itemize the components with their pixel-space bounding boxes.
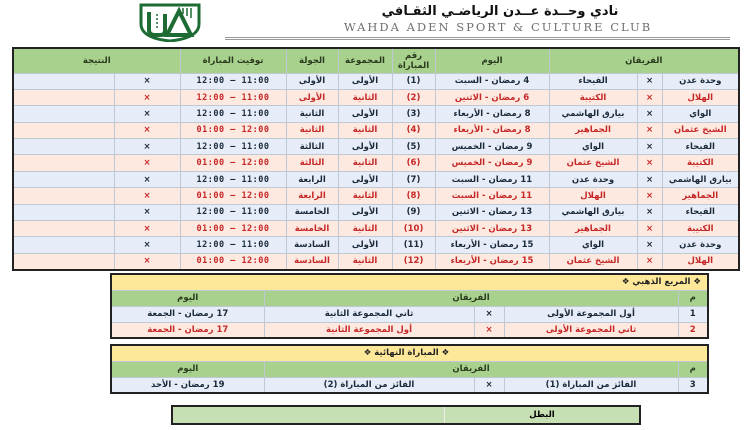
result-versus-icon	[13, 89, 114, 105]
result-versus-icon	[13, 155, 114, 171]
header-divider	[225, 37, 730, 40]
match-number: (7)	[392, 171, 435, 187]
team-home: الفائز من المباراة (1)	[504, 377, 678, 393]
match-round: الثانية	[286, 106, 338, 122]
versus-icon: ×	[474, 377, 504, 393]
team-home: الجماهير	[662, 188, 739, 204]
match-time: 12:00 – 11:00	[180, 89, 286, 105]
group-stage-schedule-table	[12, 47, 740, 271]
match-day: 17 رمضان - الجمعة	[111, 306, 264, 322]
team-away: الواي	[549, 237, 637, 253]
match-group: الأولى	[338, 106, 392, 122]
match-day: 19 رمضان - الأحد	[111, 377, 264, 393]
match-row	[13, 221, 739, 237]
team-away: بيارق الهاشمي	[549, 106, 637, 122]
match-row	[13, 73, 739, 89]
match-time: 12:00 – 11:00	[180, 204, 286, 220]
team-away: وحدة عدن	[549, 171, 637, 187]
match-time: 01:00 – 12:00	[180, 221, 286, 237]
match-round: الأولى	[286, 73, 338, 89]
team-home: وحدة عدن	[662, 237, 739, 253]
result-home: ×	[114, 188, 180, 204]
match-day: 4 رمضان - السبت	[435, 73, 549, 89]
match-group: الأولى	[338, 237, 392, 253]
team-away: أول المجموعة الثانية	[264, 322, 474, 338]
match-number: (5)	[392, 139, 435, 155]
match-day: 13 رمضان - الاثنين	[435, 221, 549, 237]
match-number: (9)	[392, 204, 435, 220]
match-number: (6)	[392, 155, 435, 171]
match-group: الثانية	[338, 188, 392, 204]
knockout-match-row	[111, 377, 708, 393]
match-round: الرابعة	[286, 171, 338, 187]
match-row	[13, 155, 739, 171]
result-versus-icon	[13, 237, 114, 253]
match-number: (10)	[392, 221, 435, 237]
result-versus-icon	[13, 221, 114, 237]
versus-icon: ×	[474, 306, 504, 322]
match-round: الثالثة	[286, 139, 338, 155]
match-row	[13, 253, 739, 269]
result-versus-icon	[13, 73, 114, 89]
match-day: 8 رمضان - الأربعاء	[435, 122, 549, 138]
match-time: 12:00 – 11:00	[180, 237, 286, 253]
versus-icon: ×	[637, 204, 662, 220]
match-number: (3)	[392, 106, 435, 122]
team-home: الكتيبة	[662, 155, 739, 171]
versus-icon: ×	[637, 171, 662, 187]
col-header-round: الجولة	[286, 48, 338, 73]
match-round: الثالثة	[286, 155, 338, 171]
match-number: (8)	[392, 188, 435, 204]
club-name-arabic: نادي وحــدة عــدن الرياضـي الثقـافي	[381, 4, 619, 19]
match-number: (11)	[392, 237, 435, 253]
match-group: الثانية	[338, 221, 392, 237]
champion-box	[171, 405, 641, 425]
team-home: ثاني المجموعة الأولى	[504, 322, 678, 338]
match-row	[13, 171, 739, 187]
col-header-time: توقيت المباراة	[180, 48, 286, 73]
match-round: الرابعة	[286, 188, 338, 204]
result-home: ×	[114, 237, 180, 253]
team-away: الواي	[549, 139, 637, 155]
versus-icon: ×	[474, 322, 504, 338]
versus-icon: ×	[637, 221, 662, 237]
team-away: الفائز من المباراة (2)	[264, 377, 474, 393]
result-home: ×	[114, 73, 180, 89]
match-number: (2)	[392, 89, 435, 105]
versus-icon: ×	[637, 106, 662, 122]
match-day: 9 رمضان - الخميس	[435, 139, 549, 155]
match-round: الثانية	[286, 122, 338, 138]
match-group: الأولى	[338, 171, 392, 187]
match-row	[13, 237, 739, 253]
col-header-day: اليوم	[435, 48, 549, 73]
match-row	[13, 188, 739, 204]
final-header-row	[111, 361, 708, 377]
club-name-english: WAHDA ADEN SPORT & CULTURE CLUB	[343, 20, 653, 34]
final-title: ❖ المباراة النهائية ❖	[111, 345, 708, 361]
match-time: 12:00 – 11:00	[180, 171, 286, 187]
col-header-no: م	[678, 290, 708, 306]
match-day: 11 رمضان - السبت	[435, 171, 549, 187]
result-versus-icon	[13, 204, 114, 220]
team-home: بيارق الهاشمي	[662, 171, 739, 187]
result-home: ×	[114, 106, 180, 122]
match-round: الخامسة	[286, 204, 338, 220]
team-away: بيارق الهاشمي	[549, 204, 637, 220]
team-home: الهلال	[662, 89, 739, 105]
match-time: 12:00 – 11:00	[180, 73, 286, 89]
match-row	[13, 106, 739, 122]
col-header-match-no: رقم المباراة	[392, 48, 435, 73]
team-home: الشيخ عثمان	[662, 122, 739, 138]
match-time: 12:00 – 11:00	[180, 139, 286, 155]
result-versus-icon	[13, 106, 114, 122]
team-away: الشيخ عثمان	[549, 253, 637, 269]
versus-icon: ×	[637, 122, 662, 138]
match-day: 11 رمضان - السبت	[435, 188, 549, 204]
team-home: أول المجموعة الأولى	[504, 306, 678, 322]
match-group: الأولى	[338, 204, 392, 220]
versus-icon: ×	[637, 89, 662, 105]
knockout-match-row	[111, 322, 708, 338]
result-home: ×	[114, 139, 180, 155]
result-home: ×	[114, 171, 180, 187]
versus-icon: ×	[637, 73, 662, 89]
col-header-teams: الفريقان	[264, 290, 678, 306]
match-group: الثانية	[338, 89, 392, 105]
col-header-group: المجموعة	[338, 48, 392, 73]
col-header-no: م	[678, 361, 708, 377]
table-header-row	[13, 48, 739, 73]
match-day: 8 رمضان - الأربعاء	[435, 106, 549, 122]
result-home: ×	[114, 155, 180, 171]
match-group: الثانية	[338, 253, 392, 269]
result-home: ×	[114, 253, 180, 269]
golden-square-title-row	[111, 274, 708, 290]
match-group: الثانية	[338, 122, 392, 138]
col-header-teams: الفريقان	[264, 361, 678, 377]
match-row	[13, 122, 739, 138]
match-group: الأولى	[338, 139, 392, 155]
result-versus-icon	[13, 139, 114, 155]
team-home: الفيحاء	[662, 139, 739, 155]
match-row	[13, 139, 739, 155]
match-day: 15 رمضان - الأربعاء	[435, 237, 549, 253]
match-row	[13, 204, 739, 220]
team-home: الفيحاء	[662, 204, 739, 220]
match-round: السادسة	[286, 237, 338, 253]
match-round: الأولى	[286, 89, 338, 105]
team-away: الهلال	[549, 188, 637, 204]
match-day: 9 رمضان - الخميس	[435, 155, 549, 171]
match-day: 15 رمضان - الأربعاء	[435, 253, 549, 269]
match-number: (1)	[392, 73, 435, 89]
team-away: ثاني المجموعة الثانية	[264, 306, 474, 322]
match-day: 17 رمضان - الجمعة	[111, 322, 264, 338]
final-match-table	[110, 344, 709, 394]
versus-icon: ×	[637, 237, 662, 253]
match-round: الخامسة	[286, 221, 338, 237]
match-day: 13 رمضان - الاثنين	[435, 204, 549, 220]
match-group: الثانية	[338, 155, 392, 171]
col-header-day: اليوم	[111, 361, 264, 377]
versus-icon: ×	[637, 139, 662, 155]
team-home: الهلال	[662, 253, 739, 269]
result-home: ×	[114, 89, 180, 105]
match-round: السادسة	[286, 253, 338, 269]
result-home: ×	[114, 221, 180, 237]
result-versus-icon	[13, 122, 114, 138]
match-number: (12)	[392, 253, 435, 269]
match-time: 01:00 – 12:00	[180, 122, 286, 138]
match-time: 01:00 – 12:00	[180, 253, 286, 269]
team-away: الفيحاء	[549, 73, 637, 89]
versus-icon: ×	[637, 253, 662, 269]
knockout-match-row	[111, 306, 708, 322]
result-home: ×	[114, 122, 180, 138]
golden-square-title: ❖ المربع الذهبي ❖	[111, 274, 708, 290]
final-title-row	[111, 345, 708, 361]
team-away: الكتيبة	[549, 89, 637, 105]
club-header	[130, 0, 730, 44]
match-row	[13, 89, 739, 105]
col-header-teams: الفريقان	[549, 48, 739, 73]
champion-label: البطل	[444, 407, 639, 423]
result-versus-icon	[13, 253, 114, 269]
team-home: الواي	[662, 106, 739, 122]
match-time: 01:00 – 12:00	[180, 155, 286, 171]
match-time: 01:00 – 12:00	[180, 188, 286, 204]
match-day: 6 رمضان - الاثنين	[435, 89, 549, 105]
team-away: الجماهير	[549, 221, 637, 237]
match-group: الأولى	[338, 73, 392, 89]
match-index: 1	[678, 306, 708, 322]
match-index: 2	[678, 322, 708, 338]
team-home: وحدة عدن	[662, 73, 739, 89]
result-versus-icon	[13, 188, 114, 204]
champion-value	[173, 407, 444, 423]
col-header-day: اليوم	[111, 290, 264, 306]
team-away: الجماهير	[549, 122, 637, 138]
team-home: الكتيبة	[662, 221, 739, 237]
club-crest-icon	[137, 2, 203, 42]
golden-square-table	[110, 273, 709, 339]
versus-icon: ×	[637, 188, 662, 204]
result-home: ×	[114, 204, 180, 220]
golden-square-header-row	[111, 290, 708, 306]
match-time: 12:00 – 11:00	[180, 106, 286, 122]
match-index: 3	[678, 377, 708, 393]
versus-icon: ×	[637, 155, 662, 171]
team-away: الشيخ عثمان	[549, 155, 637, 171]
match-number: (4)	[392, 122, 435, 138]
col-header-result: النتيجة	[13, 48, 180, 73]
result-versus-icon	[13, 171, 114, 187]
